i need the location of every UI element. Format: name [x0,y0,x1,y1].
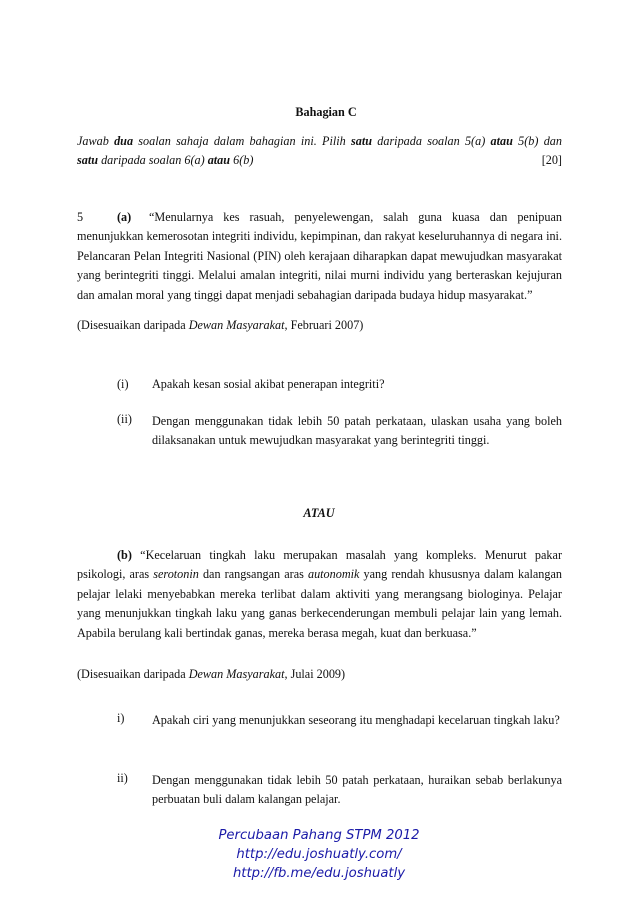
source-text: , Julai 2009) [284,667,346,681]
subquestion-text: Apakah ciri yang menunjukkan seseorang itu menghadapi kecelaruan tingkah laku? [152,713,560,727]
instructions-text: daripada soalan 6(a) [98,153,208,168]
section-title: Bahagian C [295,105,357,119]
question-number: 5 [77,210,84,224]
subquestion-label: ii) [117,771,128,785]
subquestion-5b-i [117,711,562,730]
subquestion-label: i) [117,711,125,725]
footer [0,826,638,883]
footer-link-site[interactable]: http://edu.joshuatly.com/ [236,847,402,862]
instructions-text: Jawab [77,134,115,148]
instructions [77,132,562,171]
term-serotonin: serotonin [153,567,199,582]
instructions-bold: dua [114,134,134,148]
instructions-text: daripada soalan 5(a) [372,134,491,148]
subquestion-5a-ii [117,412,562,451]
question-5b-text: yang rendah khususnya dalam kalangan pelajar lelaki menyebabkan mereka terlibat dalam aktiviti yang merangsang biologinya. Pelajar yang menunjukkan tingkah laku yang ganas berkecenderungan membuli pelajar lain yang lemah. Apabila berulang kali bertindak ganas, mereka berasa megah, kuat dan berkuasa.” [77,567,563,640]
instructions-bold: satu [350,134,372,148]
subquestion-5a-i [117,377,562,392]
footer-title: Percubaan Pahang STPM 2012 [218,828,420,843]
term-autonomik: autonomik [307,567,360,582]
question-5b [77,546,562,643]
subquestion-text: Dengan menggunakan tidak lebih 50 patah perkataan, ulaskan usaha yang boleh dilaksanakan untuk mewujudkan masyarakat yang berintegriti tinggi. [152,414,562,448]
source-publication: Dewan Masyarakat [188,667,285,681]
source-text: , Februari 2007) [284,318,364,332]
subquestion-label: (ii) [117,412,132,426]
source-publication: Dewan Masyarakat [188,318,285,332]
instructions-text: 5(b) dan [512,134,562,148]
instructions-text: 6(b) [230,153,254,168]
atau-divider: ATAU [303,506,335,520]
question-5a [77,208,562,305]
subquestion-text: Apakah kesan sosial akibat penerapan integriti? [152,377,385,391]
source-5b [77,667,345,682]
source-text: (Disesuaikan daripada [77,667,189,681]
subquestion-label: (i) [117,377,129,391]
question-label: (a) [117,210,132,224]
instructions-bold: atau [490,134,513,148]
source-5a [77,318,363,333]
source-text: (Disesuaikan daripada [77,318,189,332]
question-5b-text: dan rangsangan aras [198,567,308,582]
footer-link-facebook[interactable]: http://fb.me/edu.joshuatly [232,866,406,881]
question-5a-quote: “Menularnya kes rasuah, penyelewengan, salah guna kuasa dan penipuan menunjukkan kemerosotan integriti individu, kepimpinan, dan rakyat keseluruhannya di negara ini. Pelancaran Pelan Integriti Nasional (PIN) oleh kerajaan diharapkan dapat mewujudkan masyarakat yang berintegriti tinggi. Melalui amalan integriti, nilai murni individu yang berteraskan kejujuran dan amalan moral yang tinggi dapat menjadi sebahagian daripada budaya hidup masyarakat.” [77,210,562,302]
question-label: (b) [117,548,132,562]
instructions-bold: atau [207,153,231,168]
subquestion-text: Dengan menggunakan tidak lebih 50 patah perkataan, huraikan sebab berlakunya perbuatan buli dalam kalangan pelajar. [152,773,562,807]
question-5b-text: “Kecelaruan tingkah laku merupakan masalah yang kompleks. Menurut pakar psikologi, aras [77,548,562,582]
total-marks: [20] [541,153,562,168]
instructions-text: soalan sahaja dalam bahagian ini. Pilih [133,134,351,148]
subquestion-5b-ii [117,771,562,810]
instructions-bold: satu [77,153,99,168]
